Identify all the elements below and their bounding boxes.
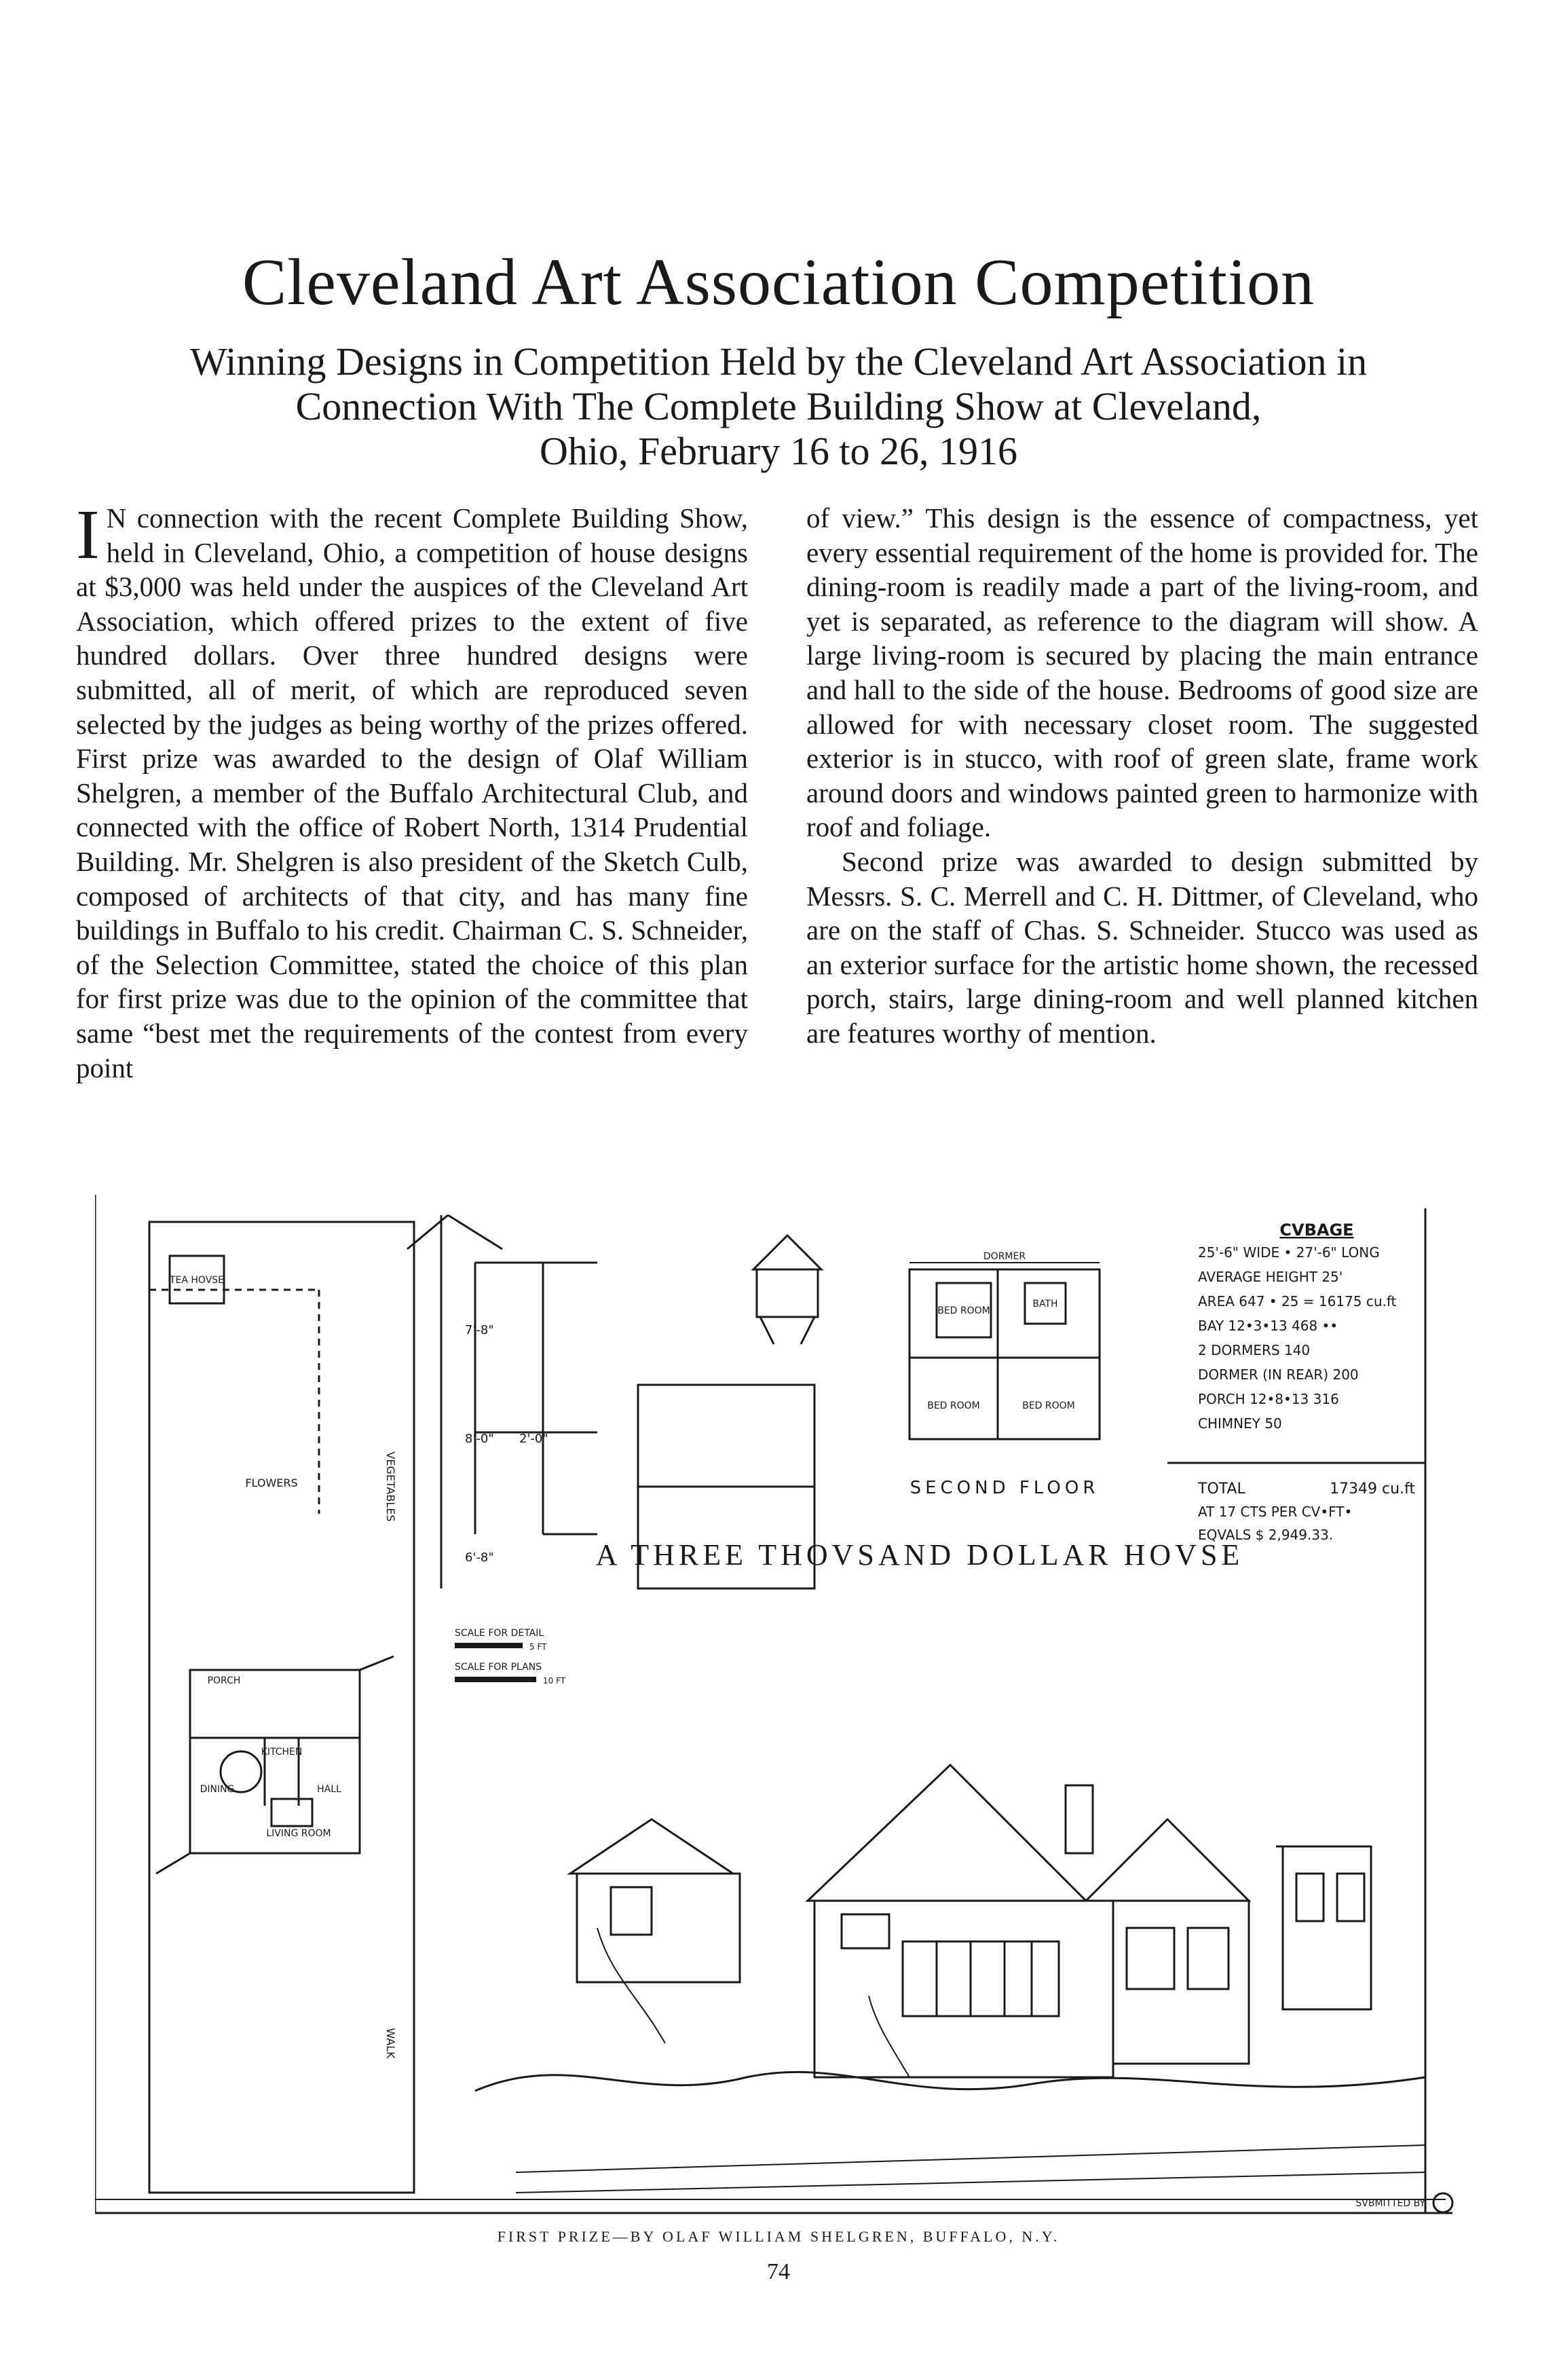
house-drawing	[95, 1195, 1469, 2254]
cube-line: 25'-6" WIDE • 27'-6" LONG	[1198, 1244, 1380, 1261]
submitted-by-label: SVBMITTED BY	[1355, 2198, 1425, 2209]
dimension-label: 6'-8"	[465, 1550, 494, 1565]
drawing-heading: A THREE THOVSAND DOLLAR HOVSE	[595, 1538, 1244, 1572]
cube-line: BAY 12•3•13 468 ••	[1198, 1318, 1338, 1334]
scale-bar-plans	[455, 1677, 536, 1682]
figure-caption: FIRST PRIZE—BY OLAF WILLIAM SHELGREN, BUFFALO, N.Y.	[497, 2228, 1060, 2245]
plan-label-porch: PORCH	[207, 1675, 241, 1686]
plan-label-bath: BATH	[1032, 1299, 1058, 1309]
paragraph	[76, 496, 748, 1085]
plan-label-bed-room: BED ROOM	[927, 1400, 980, 1411]
cube-total-label: TOTAL	[1198, 1481, 1245, 1498]
drawing-artwork	[95, 1195, 1469, 2254]
plan-label-kitchen: KITCHEN	[261, 1747, 303, 1758]
scale-plans-label: SCALE FOR PLANS	[455, 1662, 542, 1673]
second-floor-label: SECOND FLOOR	[909, 1478, 1100, 1498]
cube-line: 2 DORMERS 140	[1198, 1342, 1311, 1358]
plan-label-walk: WALK	[384, 2028, 397, 2059]
dimension-label: 2'-0"	[519, 1432, 548, 1446]
subtitle-line: Winning Designs in Competition Held by the Cleveland Art Association in	[189, 339, 1368, 384]
plan-label-living-room: LIVING ROOM	[266, 1828, 331, 1839]
paragraph: Second prize was awarded to design submitted by Messrs. S. C. Merrell and C. H. Dittmer, of Cleveland, who are on the staff of Chas. S. Schneider. Stucco was used as an exterior surface for the artistic home shown, the recessed porch, stairs, large dining-room and well planned kitchen are features worthy of mention.	[806, 845, 1478, 1049]
cube-rate: AT 17 CTS PER CV•FT•	[1198, 1504, 1353, 1520]
scale-bar-detail	[455, 1643, 523, 1648]
article-subtitle	[61, 339, 1496, 474]
scale-detail-ft: 5 FT	[529, 1642, 547, 1652]
cube-line: PORCH 12•8•13 316	[1198, 1391, 1339, 1407]
scale-detail-label: SCALE FOR DETAIL	[455, 1628, 544, 1639]
plan-label-dining: DINING	[200, 1784, 235, 1795]
cube-line: CHIMNEY 50	[1198, 1415, 1282, 1432]
plan-label-hall: HALL	[317, 1784, 341, 1795]
plan-label-vegetables: VEGETABLES	[384, 1451, 397, 1522]
paragraph: of view.” This design is the essence of compactness, yet every essential requirement of the home is provided for. The dining-room is readily made a part of the living-room, and yet is separated, as reference to the diagram will show. A large living-room is secured by placing the main entrance and hall to the side of the house. Bedrooms of good size are allowed for with necessary closet room. The suggested exterior is in stucco, with roof of green slate, frame work around doors and windows painted green to harmonize with roof and foliage.	[806, 502, 1478, 843]
dimension-label: 8'-0"	[465, 1432, 494, 1446]
cube-line: AREA 647 • 25 = 16175 cu.ft	[1198, 1293, 1397, 1309]
cube-equals: EQVALS $ 2,949.33.	[1198, 1527, 1334, 1543]
left-column	[76, 496, 748, 1085]
plan-label-flowers: FLOWERS	[245, 1476, 298, 1489]
subtitle-line: Connection With The Complete Building Show at Cleveland,	[295, 384, 1262, 428]
plan-label-tea-house: TEA HOVSE	[169, 1275, 225, 1286]
cube-line: AVERAGE HEIGHT 25'	[1198, 1269, 1343, 1285]
page-number: 74	[767, 2259, 790, 2284]
plan-label-bed-room: BED ROOM	[1022, 1400, 1075, 1411]
cube-total-value: 17349 cu.ft	[1330, 1481, 1415, 1498]
drop-cap: I	[76, 496, 100, 574]
plan-label-dormer: DORMER	[983, 1251, 1026, 1262]
subtitle-line: Ohio, February 16 to 26, 1916	[540, 429, 1017, 473]
cube-line: DORMER (IN REAR) 200	[1198, 1366, 1359, 1383]
article-title: Cleveland Art Association Competition	[242, 246, 1315, 319]
dimension-label: 7'-8"	[465, 1323, 494, 1337]
paragraph-text: N connection with the recent Complete Building Show, held in Cleveland, Ohio, a competition of house designs at $3,000 was held under the auspices of the Cleveland Art Association, which offered prizes to the extent of five hundred dollars. Over three hundred designs were submitted, all of merit, of which are reproduced seven selected by the judges as being worthy of the prizes offered. First prize was awarded to the design of Olaf William Shelgren, a member of the Buffalo Architectural Club, and connected with the office of Robert North, 1314 Prudential Building. Mr. Shelgren is also president of the Sketch Culb, composed of architects of that city, and has many fine buildings in Buffalo to his credit. Chairman C. S. Schneider, of the Selection Committee, stated the choice of this plan for first prize was due to the opinion of the committee that same “best met the requirements of the contest from every point	[76, 502, 748, 1083]
cube-table-title: CVBAGE	[1279, 1221, 1354, 1240]
right-column	[806, 501, 1478, 1051]
scale-plans-ft: 10 FT	[543, 1676, 566, 1686]
plan-label-bed-room: BED ROOM	[937, 1305, 990, 1316]
